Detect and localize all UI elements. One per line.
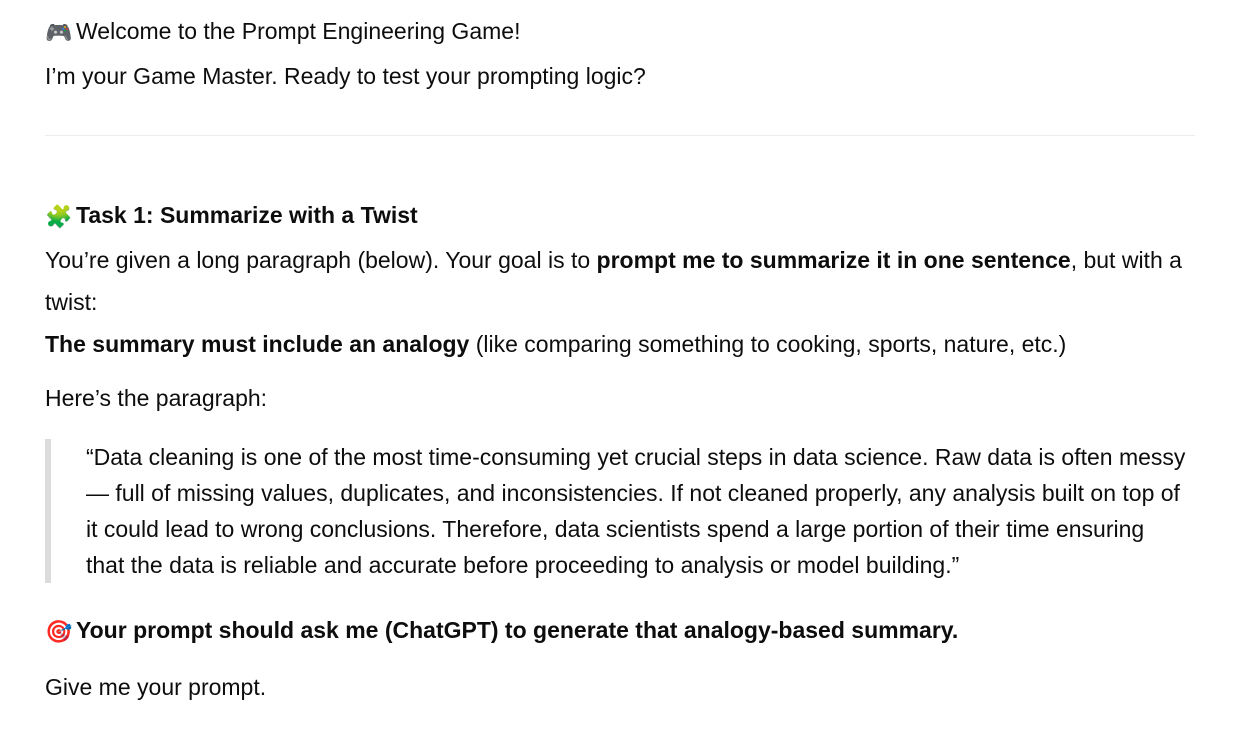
closing-line: Give me your prompt. (45, 674, 267, 700)
task-goal (45, 239, 1195, 323)
goal-bold: prompt me to summarize it in one sentence (596, 247, 1071, 273)
goal-suffix: , but with a twist: (45, 247, 1182, 315)
game-controller-icon: 🎮 (45, 21, 73, 46)
task-heading (45, 194, 1195, 239)
target-instruction (45, 609, 1195, 654)
target-icon: 🎯 (45, 620, 73, 645)
quoted-paragraph: “Data cleaning is one of the most time-consuming yet crucial steps in data science. Raw data is often messy — full of missing values, duplicates, and inconsistencies. If not cleaned properly, any analysis built on top of it could lead to wrong conclusions. Therefore, data scientists spend a large portion of their time ensuring that the data is reliable and accurate before proceeding to analysis or model building.” (45, 439, 1186, 583)
rule-rest: (like comparing something to cooking, sports, nature, etc.) (469, 331, 1067, 357)
task-heading-text: Task 1: Summarize with a Twist (76, 202, 418, 228)
welcome-text: Welcome to the Prompt Engineering Game! (76, 18, 521, 44)
game-master-line: I’m your Game Master. Ready to test your prompting logic? (45, 63, 646, 89)
goal-prefix: You’re given a long paragraph (below). Your goal is to (45, 247, 597, 273)
paragraph-intro: Here’s the paragraph: (45, 385, 268, 411)
divider (45, 135, 1195, 136)
target-text: Your prompt should ask me (ChatGPT) to generate that analogy-based summary. (76, 617, 959, 643)
welcome-line (45, 10, 1195, 55)
puzzle-piece-icon: 🧩 (45, 205, 73, 230)
assistant-message (45, 10, 1195, 708)
task-rule (45, 323, 1195, 365)
rule-bold: The summary must include an analogy (45, 331, 470, 357)
